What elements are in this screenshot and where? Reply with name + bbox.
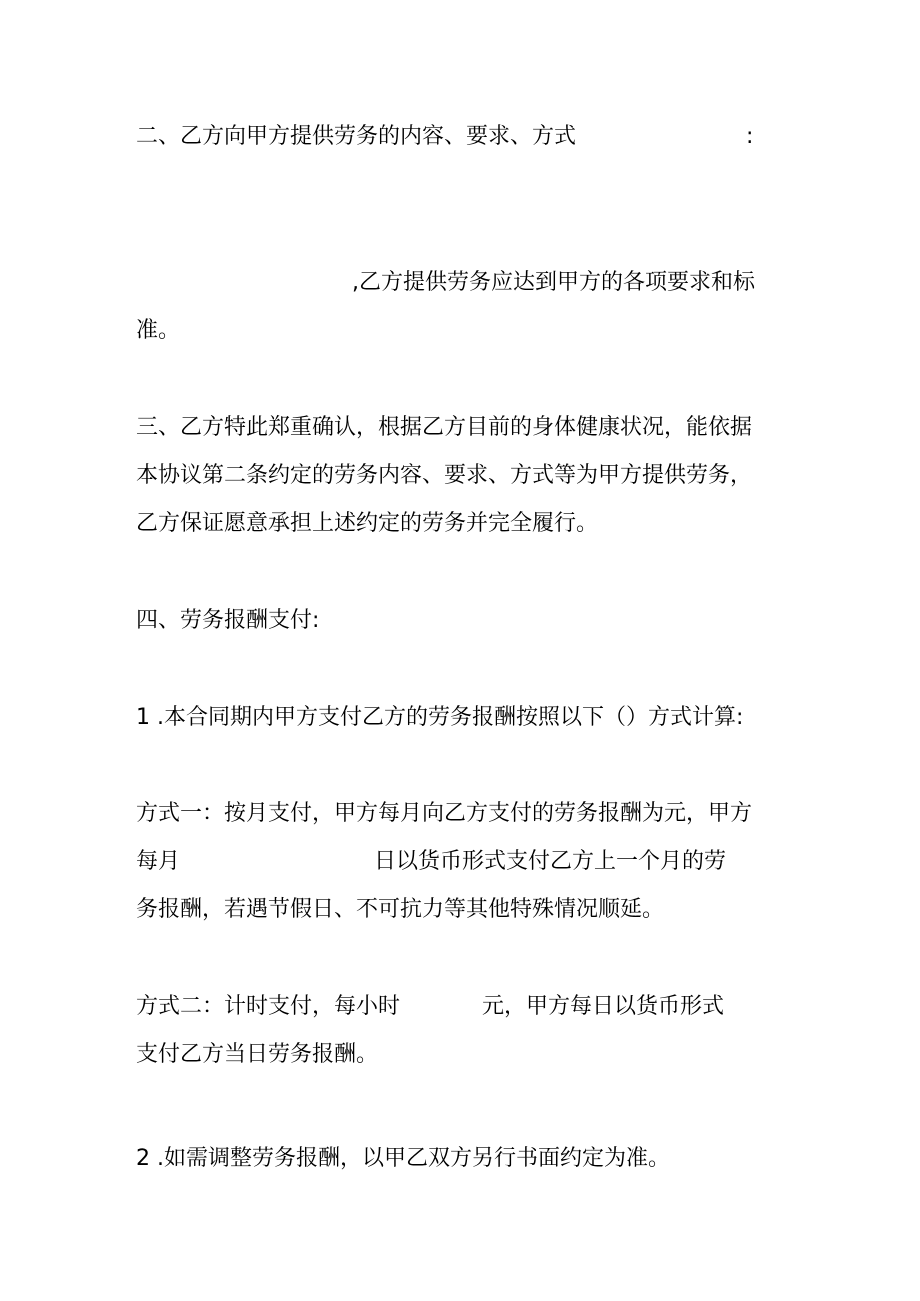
method1-line2-start: 每月 <box>136 849 181 874</box>
section2-heading-line <box>136 122 753 152</box>
method1-line3: 务报酬，若遇节假日、不可抗力等其他特殊情况顺延。 <box>136 897 665 922</box>
method2-line2: 支付乙方当日劳务报酬。 <box>136 1042 379 1067</box>
section3-line1: 三、乙方特此郑重确认，根据乙方目前的身体健康状况，能依据 <box>136 415 753 440</box>
section3-line2: 本协议第二条约定的劳务内容、要求、方式等为甲方提供劳务， <box>136 463 753 488</box>
section3-line3: 乙方保证愿意承担上述约定的劳务并完全履行。 <box>136 511 599 536</box>
method1-line2 <box>136 847 726 877</box>
method1-line2-end: 日以货币形式支付乙方上一个月的劳 <box>374 849 727 874</box>
section2-colon: : <box>746 124 754 149</box>
section4-heading: 四、劳务报酬支付: <box>136 608 320 633</box>
section4-item1: 1 .本合同期内甲方支付乙方的劳务报酬按照以下（）方式计算: <box>136 705 744 730</box>
section2-heading: 二、乙方向甲方提供劳务的内容、要求、方式 <box>136 124 577 149</box>
method2-line1 <box>136 992 724 1022</box>
section2-line3: 准。 <box>136 318 181 343</box>
section4-item2: 2 .如需调整劳务报酬，以甲乙双方另行书面约定为准。 <box>136 1146 670 1171</box>
section2-line2: ,乙方提供劳务应达到甲方的各项要求和标 <box>352 270 755 295</box>
method1-line1: 方式一：按月支付，甲方每月向乙方支付的劳务报酬为元，甲方 <box>136 801 753 826</box>
method2-line1-end: 元，甲方每日以货币形式 <box>482 994 725 1019</box>
method2-line1-start: 方式二：计时支付，每小时 <box>136 994 401 1019</box>
